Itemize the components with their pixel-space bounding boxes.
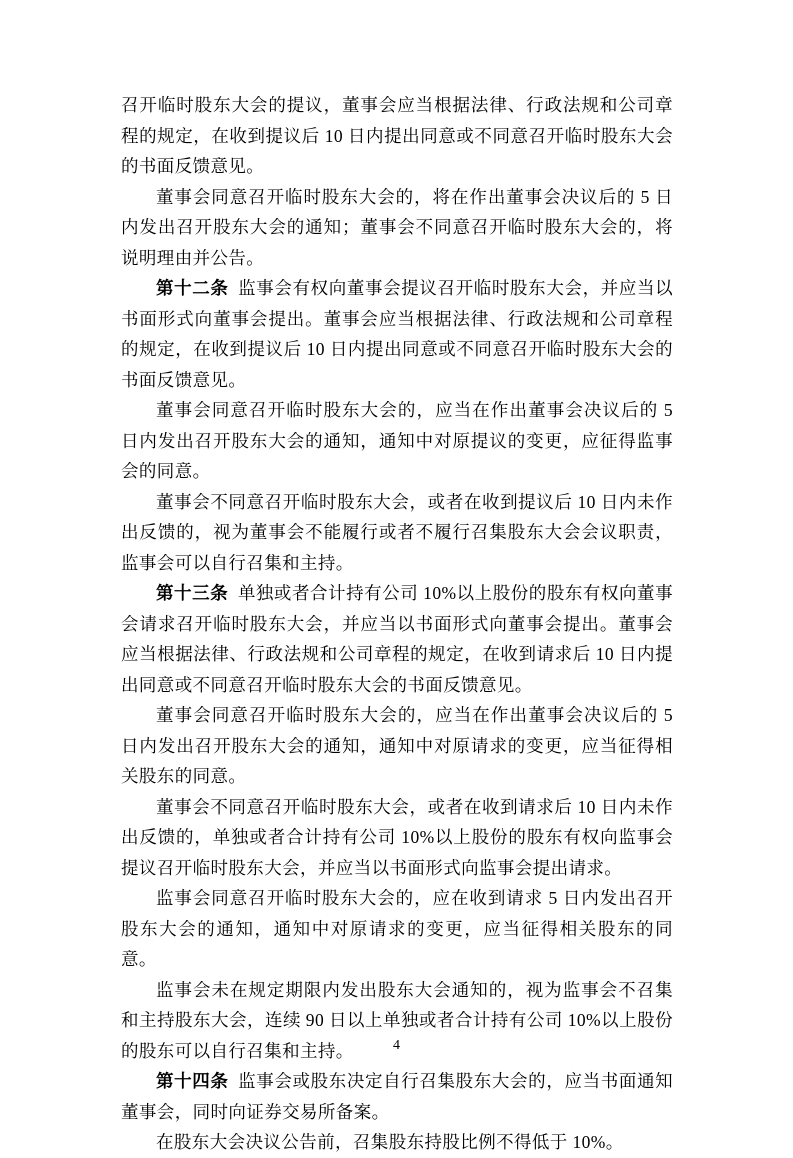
paragraph-text: 董事会同意召开临时股东大会的，应当在作出董事会决议后的 5 日内发出召开股东大会的通知，通知中对原请求的变更，应当征得相关股东的同意。 — [121, 705, 673, 786]
paragraph — [121, 578, 673, 700]
paragraph-text: 董事会不同意召开临时股东大会，或者在收到请求后 10 日内未作出反馈的，单独或者合计持有公司 10%以上股份的股东有权向监事会提议召开临时股东大会，并应当以书面形式向监事会提出请求。 — [121, 796, 673, 878]
article-number: 第十二条 — [156, 278, 229, 298]
paragraph — [121, 1066, 673, 1127]
paragraph-text: 董事会同意召开临时股东大会的，将在作出董事会决议后的 5 日内发出召开股东大会的通知；董事会不同意召开临时股东大会的，将说明理由并公告。 — [121, 186, 673, 268]
paragraph-text: 在股东大会决议公告前，召集股东持股比例不得低于 10%。 — [156, 1132, 624, 1152]
paragraph — [121, 487, 673, 579]
paragraph-text: 召开临时股东大会的提议，董事会应当根据法律、行政法规和公司章程的规定，在收到提议后 10 日内提出同意或不同意召开临时股东大会的书面反馈意见。 — [121, 95, 673, 176]
article-number: 第十三条 — [156, 583, 229, 603]
paragraph-text: 单独或者合计持有公司 10%以上股份的股东有权向董事会请求召开临时股东大会，并应当以书面形式向董事会提出。董事会应当根据法律、行政法规和公司章程的规定，在收到请求后 10 日内提出同意或不同意召开临时股东大会的书面反馈意见。 — [121, 583, 673, 695]
paragraph-text: 董事会同意召开临时股东大会的，应当在作出董事会决议后的 5 日内发出召开股东大会的通知，通知中对原提议的变更，应征得监事会的同意。 — [121, 400, 673, 481]
paragraph-text: 监事会或股东决定自行召集股东大会的，应当书面通知董事会，同时向证券交易所备案。 — [121, 1071, 673, 1122]
paragraph-text: 董事会不同意召开临时股东大会，或者在收到提议后 10 日内未作出反馈的，视为董事会不能履行或者不履行召集股东大会会议职责，监事会可以自行召集和主持。 — [121, 491, 673, 573]
paragraph-text: 监事会未在规定期限内发出股东大会通知的，视为监事会不召集和主持股东大会，连续 90 日以上单独或者合计持有公司 10%以上股份的股东可以自行召集和主持。 — [121, 979, 673, 1061]
paragraph — [121, 883, 673, 975]
paragraph — [121, 700, 673, 792]
article-number: 第十四条 — [156, 1071, 229, 1091]
paragraph — [121, 1127, 673, 1158]
paragraph — [121, 90, 673, 182]
page-footer — [0, 1036, 793, 1056]
document-body — [121, 90, 673, 1158]
paragraph-text: 监事会有权向董事会提议召开临时股东大会，并应当以书面形式向董事会提出。董事会应当根据法律、行政法规和公司章程的规定，在收到提议后 10 日内提出同意或不同意召开临时股东大会的书面反馈意见。 — [121, 278, 673, 390]
paragraph — [121, 792, 673, 884]
paragraph — [121, 273, 673, 395]
paragraph-text: 监事会同意召开临时股东大会的，应在收到请求 5 日内发出召开股东大会的通知，通知中对原请求的变更，应当征得相关股东的同意。 — [121, 888, 673, 969]
paragraph — [121, 182, 673, 274]
page-number: 4 — [393, 1038, 400, 1053]
paragraph — [121, 395, 673, 487]
